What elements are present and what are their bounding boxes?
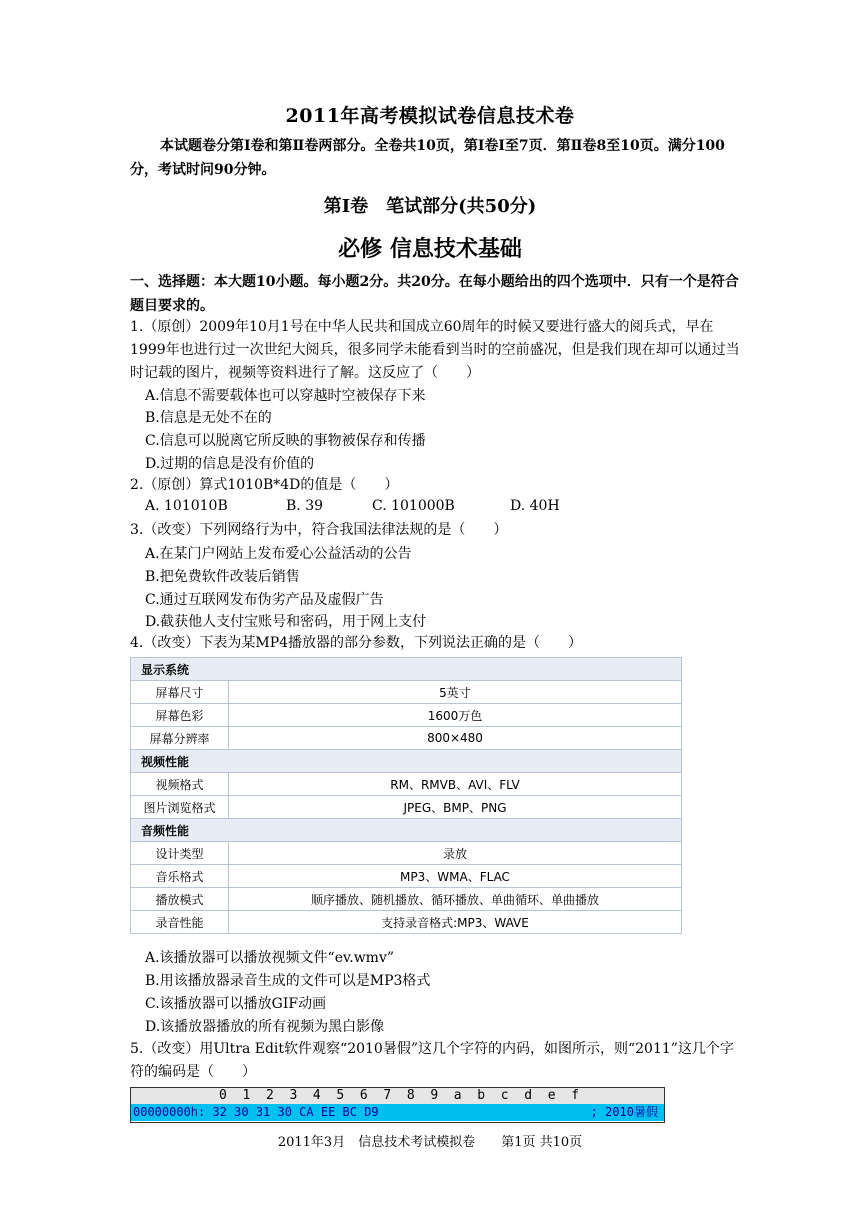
spec-value: MP3、WMA、FLAC: [229, 865, 682, 888]
spec-key: 录音性能: [131, 911, 229, 934]
hex-editor-view: [130, 1087, 665, 1123]
group-audio: 音频性能: [131, 819, 682, 842]
spec-value: RM、RMVB、AVI、FLV: [229, 773, 682, 796]
question-4-option-b: B.用该播放器录音生成的文件可以是MP3格式: [145, 973, 431, 989]
spec-key: 设计类型: [131, 842, 229, 865]
hex-offsets: 0 1 2 3 4 5 6 7 8 9 a b c d e f: [219, 1088, 580, 1103]
spec-value: 录放: [229, 842, 682, 865]
hex-ascii: ; 2010暑假: [590, 1105, 658, 1119]
question-2-option-b: B. 39: [286, 498, 324, 514]
part-instructions: 一、选择题：本大题10小题。每小题2分。共20分。在每小题给出的四个选项中．只有一个是符合题目要求的。: [130, 274, 739, 314]
question-1-option-a: A.信息不需要载体也可以穿越时空被保存下来: [145, 388, 426, 404]
group-video: 视频性能: [131, 750, 682, 773]
spec-value: 支持录音格式:MP3、WAVE: [229, 911, 682, 934]
spec-key: 视频格式: [131, 773, 229, 796]
question-2-option-d: D. 40H: [510, 498, 560, 514]
question-2-stem: 2.（原创）算式1010B*4D的值是（ ）: [130, 477, 399, 493]
spec-key: 播放模式: [131, 888, 229, 911]
question-1-option-c: C.信息可以脱离它所反映的事物被保存和传播: [145, 433, 426, 449]
question-3-stem: 3.（改变）下列网络行为中，符合我国法律法规的是（ ）: [130, 522, 508, 538]
question-2-option-a: A. 101010B: [145, 498, 228, 514]
question-4-stem: 4.（改变）下表为某MP4播放器的部分参数，下列说法正确的是（ ）: [130, 635, 583, 651]
question-3-option-b: B.把免费软件改装后销售: [145, 569, 300, 585]
section-heading: 第Ⅰ卷 笔试部分(共50分): [323, 196, 537, 217]
page-footer: 2011年3月 信息技术考试模拟卷 第1页 共10页: [277, 1135, 583, 1150]
spec-key: 图片浏览格式: [131, 796, 229, 819]
hex-data-row: [131, 1104, 664, 1121]
spec-key: 屏幕分辨率: [131, 727, 229, 750]
question-4-option-d: D.该播放器播放的所有视频为黑白影像: [145, 1019, 385, 1035]
spec-value: 1600万色: [229, 704, 682, 727]
question-3-option-c: C.通过互联网发布伪劣产品及虚假广告: [145, 592, 384, 608]
group-display: 显示系统: [131, 658, 682, 681]
question-4-option-a: A.该播放器可以播放视频文件“ev.wmv”: [145, 950, 395, 966]
page-title: 2011年高考模拟试卷信息技术卷: [285, 105, 575, 127]
spec-value: 5英寸: [229, 681, 682, 704]
question-1-stem: 1.（原创）2009年10月1号在中华人民共和国成立60周年的时候又要进行盛大的阅兵式，早在1999年也进行过一次世纪大阅兵，很多同学未能看到当时的空前盛况，但是我们现在却可以通过当时记载的图片，视频等资料进行了解。这反应了（ ）: [130, 319, 740, 381]
question-3-option-a: A.在某门户网站上发布爱心公益活动的公告: [145, 546, 412, 562]
question-1-option-b: B.信息是无处不在的: [145, 410, 272, 426]
spec-key: 屏幕色彩: [131, 704, 229, 727]
spec-key: 屏幕尺寸: [131, 681, 229, 704]
question-3-option-d: D.截获他人支付宝账号和密码，用于网上支付: [145, 614, 427, 630]
hex-bytes: 00000000h: 32 30 31 30 CA EE BC D9: [133, 1105, 379, 1119]
question-4-option-c: C.该播放器可以播放GIF动画: [145, 996, 327, 1012]
spec-value: 顺序播放、随机播放、循环播放、单曲循环、单曲播放: [229, 888, 682, 911]
question-2-option-c: C. 101000B: [372, 498, 455, 514]
exam-intro: 本试题卷分第Ⅰ卷和第Ⅱ卷两部分。全卷共10页，第Ⅰ卷Ⅰ至7页．第Ⅱ卷8至10页。满分100分，考试时问90分钟。: [130, 138, 725, 178]
spec-value: JPEG、BMP、PNG: [229, 796, 682, 819]
question-1-option-d: D.过期的信息是没有价值的: [145, 456, 315, 472]
hex-column-header: [131, 1088, 664, 1104]
mp4-spec-table: [130, 657, 682, 934]
spec-value: 800×480: [229, 727, 682, 750]
subject-heading: 必修 信息技术基础: [338, 236, 522, 262]
spec-key: 音乐格式: [131, 865, 229, 888]
question-5-stem: 5.（改变）用Ultra Edit软件观察“2010暑假”这几个字符的内码，如图所示，则“2011”这几个字符的编码是（ ）: [130, 1041, 734, 1080]
